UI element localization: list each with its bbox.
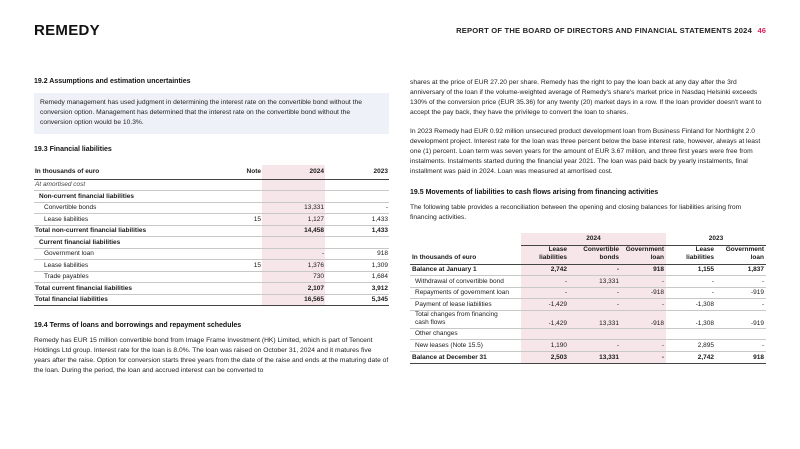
table-row: [34, 271, 389, 283]
row-value-2024: -: [262, 248, 325, 260]
cell: -919: [716, 287, 766, 299]
table-row: [34, 214, 389, 226]
row-label: Non-current financial liabilities: [34, 191, 224, 203]
row-note: 15: [224, 260, 262, 272]
cell: 918: [716, 351, 766, 363]
row-value-2024: 1,376: [262, 260, 325, 272]
col-header-lease-2024: Lease liabilities: [521, 245, 569, 264]
cell: -1,429: [521, 299, 569, 311]
table-row: [34, 191, 389, 203]
cell: -: [621, 351, 666, 363]
table-row-closing-balance: [410, 351, 766, 363]
government-loan-paragraph: In 2023 Remedy had EUR 0.92 million unsecured product development loan from Business Finland for Northlight 2.0 development project. Interest rate for the loan was three percent below the base interest rate, however, always at least one (1) percent. Loan term was seven years for the amount of EUR 3.67 million, and three first years were free from instalments. Instalments started during the financial year 2021. The loan was paid back by yearly instalments, final installment was paid in 2024. Loan was measured at amortised cost.: [410, 128, 761, 175]
table-row: [410, 287, 766, 299]
table-row-grand-total: [34, 294, 389, 306]
cell: -: [569, 299, 621, 311]
cell: 1,837: [716, 264, 766, 276]
cell: 2,742: [521, 264, 569, 276]
cell: 2,742: [666, 351, 716, 363]
section-19-2-heading: 19.2 Assumptions and estimation uncertainties: [34, 78, 191, 85]
cell: 2,503: [521, 351, 569, 363]
cell: -: [716, 276, 766, 288]
table-row: [410, 340, 766, 352]
cell: -918: [621, 287, 666, 299]
row-value-2023: 1,309: [325, 260, 389, 272]
table-row: [34, 248, 389, 260]
left-column: [34, 78, 389, 376]
row-label: Trade payables: [34, 271, 224, 283]
cell: 2,895: [666, 340, 716, 352]
remedy-logo: REMEDY: [34, 22, 100, 39]
cell: -: [716, 299, 766, 311]
row-label: Balance at December 31: [410, 351, 521, 363]
row-value-2023: 1,684: [325, 271, 389, 283]
table-row: [410, 299, 766, 311]
page-header: [34, 22, 766, 42]
table-row: [410, 328, 766, 340]
row-label: Lease liabilities: [34, 214, 224, 226]
table-row: [34, 202, 389, 214]
table-row-total: [34, 225, 389, 237]
row-label: Total financial liabilities: [34, 294, 224, 306]
col-header-2024: 2024: [262, 165, 325, 179]
table-row: [34, 237, 389, 249]
col-header-government-2023: Government loan: [716, 245, 766, 264]
year-header-row: [410, 233, 766, 245]
row-note: [224, 271, 262, 283]
cell: 1,190: [521, 340, 569, 352]
year-2023-header: 2023: [666, 233, 766, 245]
row-value-2024: 730: [262, 271, 325, 283]
row-label: Convertible bonds: [34, 202, 224, 214]
row-label: Lease liabilities: [34, 260, 224, 272]
cell: -: [569, 340, 621, 352]
col-header-lease-2023: Lease liabilities: [666, 245, 716, 264]
cell: 13,331: [569, 351, 621, 363]
cell: -919: [716, 310, 766, 328]
row-label: Balance at January 1: [410, 264, 521, 276]
row-value-2024: 1,127: [262, 214, 325, 226]
table-row: [410, 310, 766, 328]
table-row: [34, 260, 389, 272]
row-label: Current financial liabilities: [34, 237, 224, 249]
section-19-4-heading: 19.4 Terms of loans and borrowings and repayment schedules: [34, 322, 242, 329]
col-header-convertible-2024: Convertible bonds: [569, 245, 621, 264]
cell: -918: [621, 310, 666, 328]
cell: -: [521, 287, 569, 299]
report-title: REPORT OF THE BOARD OF DIRECTORS AND FINANCIAL STATEMENTS 2024: [456, 26, 752, 35]
row-value-2023: 5,345: [325, 294, 389, 306]
row-label: Total current financial liabilities: [34, 283, 224, 295]
row-value-2024: 2,107: [262, 283, 325, 295]
row-value-2023: 1,433: [325, 214, 389, 226]
table-header-row: [34, 165, 389, 179]
page-number: 46: [757, 26, 766, 35]
col-header-label: In thousands of euro: [410, 245, 521, 264]
col-header-2023: 2023: [325, 165, 389, 179]
row-value-2023: 918: [325, 248, 389, 260]
table-row: [410, 264, 766, 276]
cell: -: [521, 276, 569, 288]
cell: -1,429: [521, 310, 569, 328]
cell: -: [621, 340, 666, 352]
row-label: Payment of lease liabilities: [410, 299, 521, 311]
section-19-5-heading: 19.5 Movements of liabilities to cash flows arising from financing activities: [410, 189, 659, 196]
right-column: [410, 78, 766, 364]
cell: -1,308: [666, 310, 716, 328]
row-label: Government loan: [34, 248, 224, 260]
row-value-2024: 16,565: [262, 294, 325, 306]
table-row-total: [34, 283, 389, 295]
cell: -: [666, 276, 716, 288]
row-value-2023: 1,433: [325, 225, 389, 237]
col-header-government-2024: Government loan: [621, 245, 666, 264]
row-label: Repayments of government loan: [410, 287, 521, 299]
table-row: [410, 276, 766, 288]
cell: 13,331: [569, 310, 621, 328]
cell: -: [569, 264, 621, 276]
section-19-4-paragraph: Remedy has EUR 15 million convertible bond from Image Frame Investment (HK) Limited, which is part of Tencent Holdings Ltd group. Interest rate for the loan is 8.0%. The loan was raised on October 31, 2024 and it matures five years after the raise. Option for conversion starts three years from the date of the raise and ends at the maturing date of the loan. During the period, the loan and accrued interest can be converted to: [34, 337, 389, 374]
table-row: [34, 179, 389, 191]
convertible-bond-paragraph: shares at the price of EUR 27.20 per share. Remedy has the right to pay the loan back at any day after the 3rd anniversary of the loan if the volume-weighted average of Remedy's share's market price in Nasdaq Helsinki exceeds 130% of the conversion price (EUR 35.36) for any twenty (20) market days in a row. If the loan provider doesn't want to accept the pay back, they have the privilege to convert the loan to shares.: [410, 79, 762, 116]
cell: -1,308: [666, 299, 716, 311]
cell: -: [569, 287, 621, 299]
col-header-note: Note: [224, 165, 262, 179]
section-19-3-heading: 19.3 Financial liabilities: [34, 146, 112, 153]
judgment-note-box: [34, 93, 389, 134]
row-label: Total non-current financial liabilities: [34, 225, 224, 237]
year-2024-header: 2024: [521, 233, 666, 245]
cell: -: [621, 276, 666, 288]
row-value-2024: 14,458: [262, 225, 325, 237]
cell: 1,155: [666, 264, 716, 276]
row-label: New leases (Note 15.5): [410, 340, 521, 352]
cell: -: [621, 299, 666, 311]
cell: -: [716, 340, 766, 352]
row-label: At amortised cost: [34, 179, 224, 191]
row-label: Withdrawal of convertible bond: [410, 276, 521, 288]
judgment-note-text: Remedy management has used judgment in determining the interest rate on the convertible bond without the conversion option. Management has determined that the interest rate on the convertible bond without the conversion option would be 10.3%.: [40, 99, 362, 126]
row-value-2023: 3,912: [325, 283, 389, 295]
row-value-2024: 13,331: [262, 202, 325, 214]
row-value-2023: -: [325, 202, 389, 214]
col-header-label: In thousands of euro: [34, 165, 224, 179]
financial-liabilities-table: [34, 165, 389, 306]
row-label: Other changes: [410, 328, 521, 340]
movements-table: [410, 233, 766, 364]
cell: 13,331: [569, 276, 621, 288]
section-19-5-intro: The following table provides a reconciliation between the opening and closing balances for liabilities arising from financing activities.: [410, 204, 742, 221]
cell: 918: [621, 264, 666, 276]
row-note: [224, 248, 262, 260]
cell: -: [666, 287, 716, 299]
column-header-row: [410, 245, 766, 264]
row-note: 15: [224, 214, 262, 226]
row-note: [224, 202, 262, 214]
row-label: Total changes from financing cash flows: [410, 310, 521, 328]
